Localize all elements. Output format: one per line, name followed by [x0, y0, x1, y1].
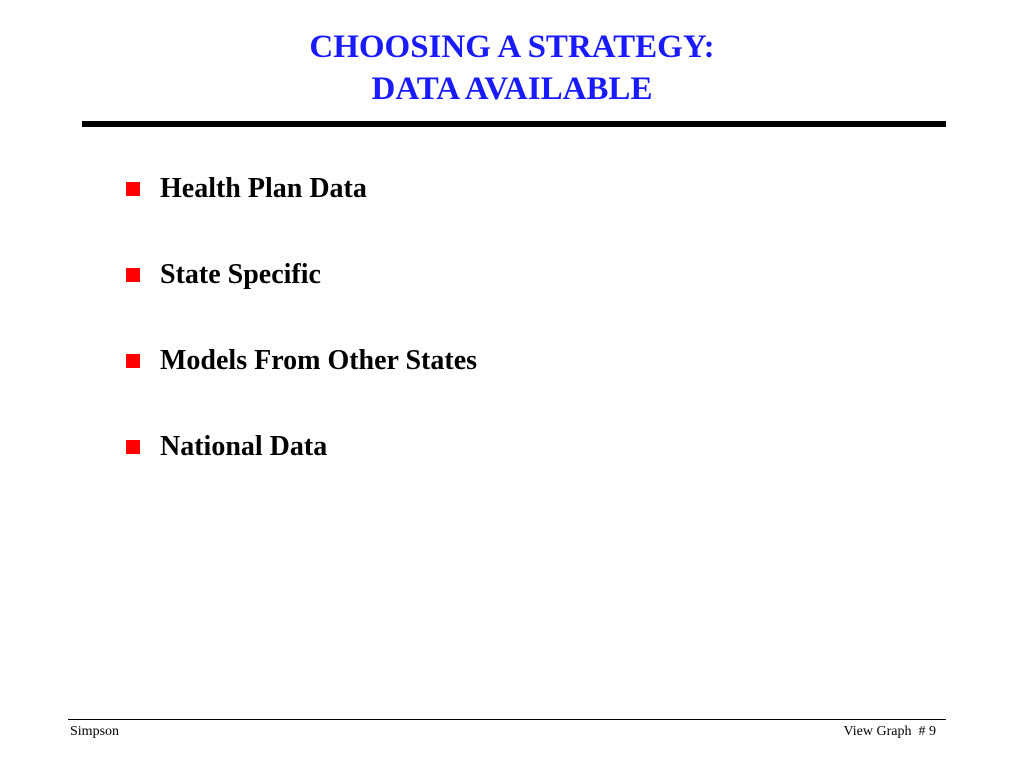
bullet-text: Health Plan Data — [160, 173, 367, 204]
bullet-text: State Specific — [160, 259, 321, 290]
list-item — [126, 167, 477, 211]
footer-divider — [68, 719, 946, 720]
square-bullet-icon — [126, 268, 140, 282]
square-bullet-icon — [126, 440, 140, 454]
slide-title — [0, 26, 1024, 110]
list-item — [126, 425, 477, 469]
list-item — [126, 339, 477, 383]
bullet-text: Models From Other States — [160, 345, 478, 376]
square-bullet-icon — [126, 354, 140, 368]
bullet-text: National Data — [160, 431, 328, 462]
slide-title-line-1: CHOOSING A STRATEGY: — [309, 29, 715, 65]
title-divider — [82, 121, 946, 127]
bullet-list — [126, 167, 477, 511]
list-item — [126, 253, 477, 297]
footer-page-label: View Graph # 9 — [843, 724, 936, 739]
slide-title-line-2: DATA AVAILABLE — [371, 71, 653, 107]
footer-author: Simpson — [70, 724, 120, 739]
square-bullet-icon — [126, 182, 140, 196]
